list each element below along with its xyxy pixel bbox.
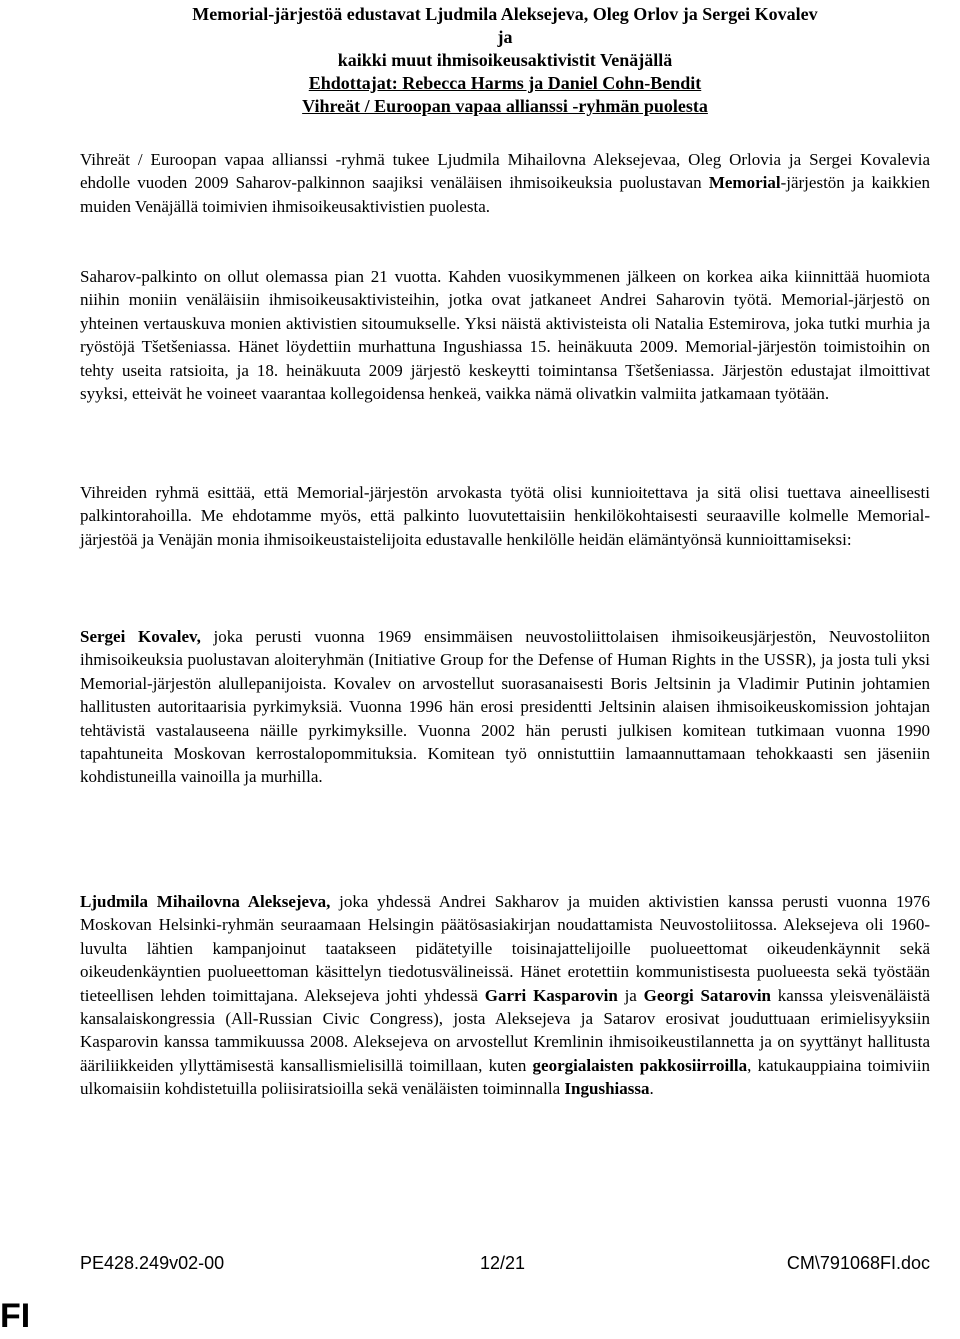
language-code: FI xyxy=(0,1297,31,1335)
group-line: Vihreät / Euroopan vapaa allianssi -ryhmän puolesta xyxy=(302,96,708,116)
paragraph-intro: Vihreät / Euroopan vapaa allianssi -ryhmä tukee Ljudmila Mihailovna Aleksejevaa, Oleg Orlovia ja Sergei Kovalevia ehdolle vuoden 2009 Saharov-palkinnon saajiksi venäläisen ihmisoikeuksia puolustavan Memorial-järjestön ja kaikkien muiden Venäjällä toimivien ihmisoikeusaktivistien puolesta. xyxy=(80,150,930,216)
paragraph-kovalev: Sergei Kovalev, joka perusti vuonna 1969 ensimmäisen neuvostoliittolaisen ihmisoikeusjärjestön, Neuvostoliiton ihmisoikeuksia puolustavan aloiteryhmän (Initiative Group for the Defense of Human Rights in the USSR), ja josta tuli yksi Memorial-järjestön alullepanijoista. Kovalev on arvostellut suorasanaisesti Boris Jeltsinin ja Vladimir Putinin johtamien hallitusten autoritaarisia pyrkimyksiä. Vuonna 1996 hän erosi presidentti Jeltsinin alaisen ihmisoikeuskomission johtajan tehtävistä vastalauseena näille pyrkimyksille. Vuonna 2002 hän perusti julkisen komitean tutkimaan vuonna 1990 tapahtuneita Moskovan kerrostalopommituksia. Komitean työ onnistuttiin lamaannuttamaan tehokkaasti sen jäseniin kohdistuneilla vainoilla ja murhilla. xyxy=(80,627,930,787)
doc-reference: PE428.249v02-00 xyxy=(80,1253,225,1273)
kovalev-name: Sergei Kovalev, xyxy=(80,627,201,646)
paragraph-proposal: Vihreiden ryhmä esittää, että Memorial-järjestön arvokasta työtä olisi kunnioitettava ja sitä olisi tuettava aineellisesti palkintorahoilla. Me ehdotamme myös, että palkinto luovutettaisiin henkilökohtaisesti seuraaville kolmelle Memorial-järjestöä ja Venäjän monia ihmisoikeustaistelijoita edustavalle henkilölle heidän elämäntyönsä kunnioittamiseksi: xyxy=(80,483,930,549)
kasparov-name: Garri Kasparovin xyxy=(484,985,618,1005)
memorial-bold: Memorial xyxy=(708,173,781,193)
paragraph-history: Saharov-palkinto on ollut olemassa pian 21 vuotta. Kahden vuosikymmenen jälkeen on korkea aika kiinnittää huomiota niihin moniin venäläisiin ihmisoikeusaktivisteihin, jotka ovat jatkaneet Andrei Saharovin työtä. Memorial-järjestö on yhteinen vertauskuva monien aktivistien sitoumukselle. Yksi näistä aktivisteista oli Natalia Estemirova, joka tutki murhia ja ryöstöjä Tšetšeniassa. Hänet löydettiin murhattuna Ingushiassa 15. heinäkuuta 2009. Memorial-järjestön toimistoihin on tehty useita ratsioita, ja 18. heinäkuuta 2009 järjestö keskeytti toimintansa Tšetšeniassa. Järjestön edustajat ilmoittivat syyksi, etteivät he voineet vaarantaa kollegoidensa henkeä, vaikka nämä olivatkin valmiita jatkamaan työtään. xyxy=(80,267,930,404)
title-line-1: Memorial-järjestöä edustavat Ljudmila Aleksejeva, Oleg Orlov ja Sergei Kovalev xyxy=(192,4,818,24)
aleksejeva-name: Ljudmila Mihailovna Aleksejeva, xyxy=(80,892,331,911)
georgian-deportations: georgialaisten pakkosiirroilla xyxy=(532,1055,748,1075)
proposers-line: Ehdottajat: Rebecca Harms ja Daniel Cohn-Bendit xyxy=(308,73,702,93)
ingushia-bold: Ingushiassa xyxy=(564,1079,650,1099)
satarov-name: Georgi Satarovin xyxy=(643,985,772,1005)
title-line-3: kaikki muut ihmisoikeusaktivistit Venäjällä xyxy=(337,50,673,70)
file-name: CM\791068FI.doc xyxy=(786,1253,930,1273)
page-number: 12/21 xyxy=(480,1253,526,1273)
paragraph-aleksejeva: Ljudmila Mihailovna Aleksejeva, joka yhdessä Andrei Sakharov ja muiden aktivistien kanssa perusti vuonna 1976 Moskovan Helsinki-ryhmän seuraamaan Helsingin päätösasiakirjan noudattamista Neuvostoliitossa. Aleksejeva oli 1960-luvulta lähtien kampanjoinut taatakseen pidätetyille toisinajattelijoille puolueettomat oikeudenkäynnit sekä oikeudenkäyntien puolueettoman käsittelyn tiedotusvälineissä. Hänet erotettiin kommunistisesta puolueesta sekä työstään tieteellisen lehden toimittajana. Aleksejeva johti yhdessä Garri Kasparovin ja Georgi Satarovin kanssa yleisvenäläistä kansalaiskongressia (All-Russian Civic Congress), josta Aleksejeva ja Satarov erosivat jouduttuaan erimielisyyksiin Kasparovin kanssa tammikuussa 2008. Aleksejeva on arvostellut Kremlinin ihmisoikeustilannetta ja on syyttänyt hallitusta ääriliikkeiden yllyttämisestä kansallismielisillä toimillaan, kuten georgialaisten pakkosiirroilla, katukauppiaina toimiviin ulkomaisiin kohdistetuilla poliisiratsioilla sekä venäläisten toiminnalla Ingushiassa. xyxy=(80,892,930,1099)
title-line-2: ja xyxy=(497,27,513,47)
document-title xyxy=(80,3,930,118)
